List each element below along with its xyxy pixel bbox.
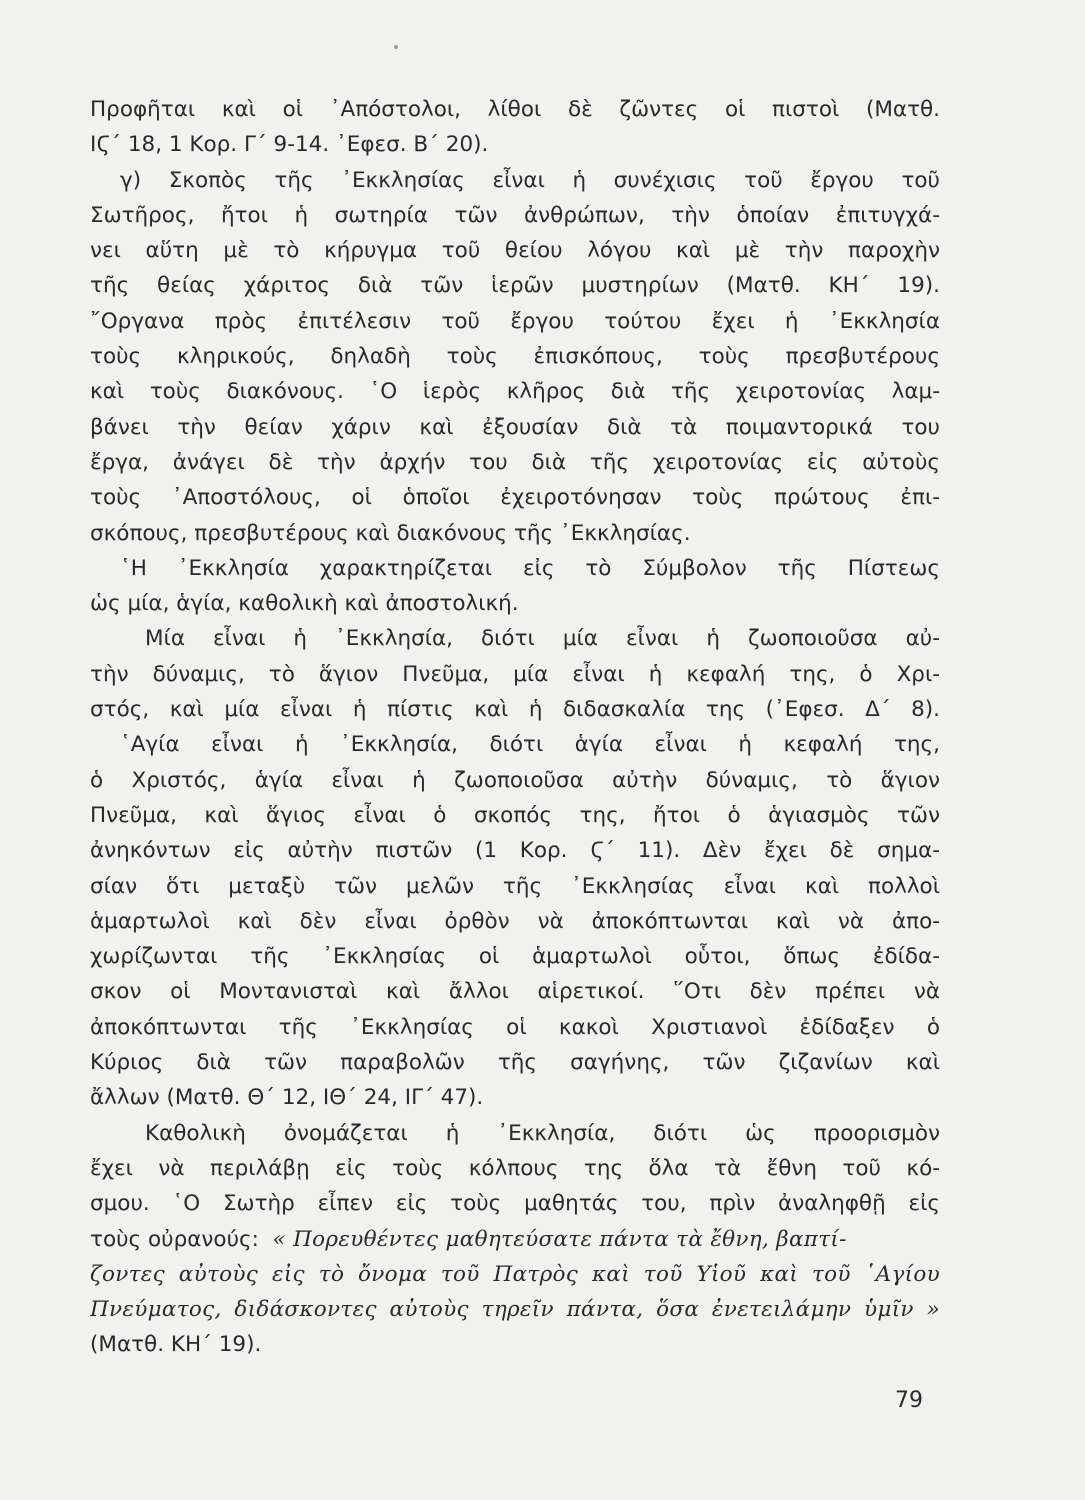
- text-line: Μία εἶναι ἡ ᾿Εκκλησία, διότι μία εἶναι ἡ ζωοποιοῦσα αὐ-: [145, 626, 940, 652]
- text-line: Προφῆται καὶ οἱ ᾿Απόστολοι, λίθοι δὲ ζῶντες οἱ πιστοὶ (Ματθ.: [90, 97, 940, 122]
- print-speck: [394, 45, 398, 49]
- text-line: [90, 1222, 940, 1257]
- text-line: χωρίζωνται τῆς ᾿Εκκλησίας οἱ ἁμαρτωλοὶ οὗτοι, ὅπως ἐδίδα-: [90, 944, 940, 970]
- text-line: τοὺς ᾿Αποστόλους, οἱ ὁποῖοι ἐχειροτόνησαν τοὺς πρώτους ἐπι-: [90, 485, 940, 511]
- text-line: σίαν ὅτι μεταξὺ τῶν μελῶν τῆς ᾿Εκκλησίας εἶναι καὶ πολλοὶ: [90, 873, 940, 899]
- text-line: Πνεῦμα, καὶ ἅγιος εἶναι ὁ σκοπός της, ἤτοι ὁ ἁγιασμὸς τῶν: [90, 802, 940, 828]
- text-line: ῾Η ᾿Εκκλησία χαρακτηρίζεται εἰς τὸ Σύμβολον τῆς Πίστεως: [120, 555, 940, 581]
- text-line: σμου. ῾Ο Σωτὴρ εἶπεν εἰς τοὺς μαθητάς του, πρὶν ἀναληφθῇ εἰς: [90, 1191, 940, 1217]
- text-line: τὴν δύναμις, τὸ ἅγιον Πνεῦμα, μία εἶναι ἡ κεφαλή της, ὁ Χρι-: [90, 661, 940, 687]
- text-line: βάνει τὴν θείαν χάριν καὶ ἐξουσίαν διὰ τὰ ποιμαντορικά του: [90, 414, 940, 440]
- page-number: 79: [895, 1388, 923, 1413]
- gospel-quote-line: ζοντες αὐτοὺς εἰς τὸ ὄνομα τοῦ Πατρὸς καὶ τοῦ Υἱοῦ καὶ τοῦ ῾Αγίου: [90, 1261, 940, 1287]
- text-line: τῆς θείας χάριτος διὰ τῶν ἱερῶν μυστηρίων (Ματθ. ΚΗ΄ 19).: [90, 273, 940, 299]
- text-line: ἔχει νὰ περιλάβῃ εἰς τοὺς κόλπους της ὅλα τὰ ἔθνη τοῦ κό-: [90, 1155, 940, 1181]
- text-line: ἁμαρτωλοὶ καὶ δὲν εἶναι ὀρθὸν νὰ ἀποκόπτωνται καὶ νὰ ἀπο-: [90, 908, 940, 934]
- gospel-quote-line: Πνεύματος, διδάσκοντες αὐτοὺς τηρεῖν πάντα, ὅσα ἐνετειλάμην ὑμῖν »: [90, 1297, 940, 1323]
- body-text: [90, 92, 940, 1363]
- text-line: σκον οἱ Μοντανισταὶ καὶ ἄλλοι αἱρετικοί. ῞Οτι δὲν πρέπει νὰ: [90, 979, 940, 1005]
- text-line: (Ματθ. ΚΗ΄ 19).: [90, 1332, 262, 1358]
- text-line: ΙϚ΄ 18, 1 Κορ. Γ΄ 9-14. ᾿Εφεσ. Β΄ 20).: [90, 132, 489, 158]
- text-line: στός, καὶ μία εἶναι ἡ πίστις καὶ ἡ διδασκαλία της (᾿Εφεσ. Δ΄ 8).: [90, 697, 940, 723]
- text-line: ὁ Χριστός, ἁγία εἶναι ἡ ζωοποιοῦσα αὐτὴν δύναμις, τὸ ἅγιον: [90, 767, 940, 793]
- text-line: σκόπους, πρεσβυτέρους καὶ διακόνους τῆς ᾿Εκκλησίας.: [90, 520, 691, 546]
- text-line: ἀποκόπτωνται τῆς ᾿Εκκλησίας οἱ κακοὶ Χριστιανοὶ ἐδίδαξεν ὁ: [90, 1014, 940, 1040]
- text-line: Κύριος διὰ τῶν παραβολῶν τῆς σαγήνης, τῶν ζιζανίων καὶ: [90, 1050, 940, 1076]
- quote-intro: τοὺς οὐρανούς:: [90, 1226, 259, 1252]
- text-line: ὡς μία, ἁγία, καθολικὴ καὶ ἀποστολική.: [90, 591, 519, 617]
- text-line: ἔργα, ἀνάγει δὲ τὴν ἀρχήν του διὰ τῆς χειροτονίας εἰς αὐτοὺς: [90, 449, 940, 475]
- gospel-quote: « Πορευθέντες μαθητεύσατε πάντα τὰ ἔθνη, βαπτί-: [272, 1226, 847, 1252]
- text-line: Καθολικὴ ὀνομάζεται ἡ ᾿Εκκλησία, διότι ὡς προορισμὸν: [145, 1120, 940, 1146]
- text-line: νει αὕτη μὲ τὸ κήρυγμα τοῦ θείου λόγου καὶ μὲ τὴν παροχὴν: [90, 238, 940, 264]
- text-line: καὶ τοὺς διακόνους. ῾Ο ἱερὸς κλῆρος διὰ τῆς χειροτονίας λαμ-: [90, 379, 940, 405]
- text-line: ἄλλων (Ματθ. Θ΄ 12, ΙΘ΄ 24, ΙΓ΄ 47).: [90, 1085, 484, 1111]
- text-line: Σωτῆρος, ἤτοι ἡ σωτηρία τῶν ἀνθρώπων, τὴν ὁποίαν ἐπιτυγχά-: [90, 202, 940, 228]
- text-line: γ) Σκοπὸς τῆς ᾿Εκκλησίας εἶναι ἡ συνέχισις τοῦ ἔργου τοῦ: [120, 167, 940, 193]
- text-line: ῾Αγία εἶναι ἡ ᾿Εκκλησία, διότι ἁγία εἶναι ἡ κεφαλή της,: [120, 732, 940, 758]
- text-line: τοὺς κληρικούς, δηλαδὴ τοὺς ἐπισκόπους, τοὺς πρεσβυτέρους: [90, 344, 940, 370]
- text-line: ἀνηκόντων εἰς αὐτὴν πιστῶν (1 Κορ. Ϛ΄ 11). Δὲν ἔχει δὲ σημα-: [90, 838, 940, 864]
- text-line: ῎Οργανα πρὸς ἐπιτέλεσιν τοῦ ἔργου τούτου ἔχει ἡ ᾿Εκκλησία: [90, 308, 940, 334]
